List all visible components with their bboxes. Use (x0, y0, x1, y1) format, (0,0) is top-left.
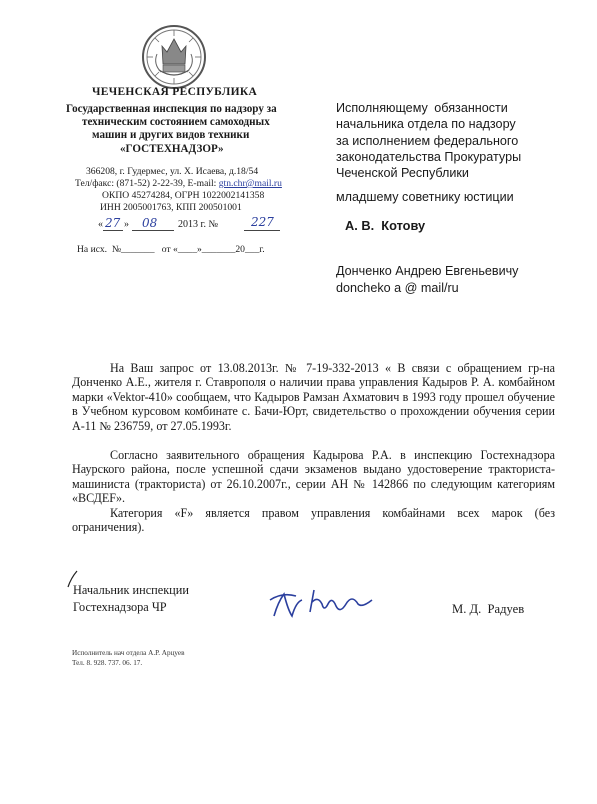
footer-phone: Тел. 8. 928. 737. 06. 17. (72, 659, 143, 667)
date-close-quote: » (124, 219, 129, 230)
sender-org-line3: машин и других видов техники (92, 129, 250, 141)
letter-number: 227 (251, 215, 274, 229)
recipient-block (336, 100, 521, 181)
sender-contacts (75, 178, 282, 190)
date-open-quote: « (98, 219, 103, 230)
date-day: 27 (105, 216, 121, 230)
signature-title (73, 582, 189, 616)
sender-region: ЧЕЧЕНСКАЯ РЕСПУБЛИКА (92, 86, 258, 98)
recipient-line5: Чеченской Республики (336, 166, 469, 181)
sender-address: 366208, г. Гудермес, ул. Х. Исаева, д.18/54 (86, 166, 259, 177)
body-paragraph-1: На Ваш запрос от 13.08.2013г. № 7-19-332-2013 « В связи с обращением гр-на Донченко А.Е., жителя г. Ставрополя о наличии права управления Кадыров Р. А. комбайном марки «Vektor-410» сообщаем, что Кадыров Рамзан Ахматович в 1993 году прошел обучение в Учебном курсовом комбинате с. Бачи-Юрт, свидетельство о прохождении обучения серии А-11 № 236759, от 27.05.1993г. (72, 361, 555, 433)
body-paragraph-3: Категория «F» является правом управления комбайнами всех марок (без ограничения). (72, 506, 555, 535)
recipient-line3: за исполнением федерального (336, 133, 519, 148)
signature-title-line2: Гостехнадзора ЧР (73, 600, 167, 614)
sender-okpo: ОКПО 45274284, ОГРН 1022002141358 (102, 190, 265, 201)
sender-org-short: «ГОСТЕХНАДЗОР» (120, 143, 224, 155)
signer-name: М. Д. Радуев (452, 602, 525, 616)
cc-email: doncheko a @ mail/ru (336, 281, 459, 295)
sender-org-line1: Государственная инспекция по надзору за (66, 103, 277, 115)
date-month-underline (132, 230, 174, 231)
emblem-icon (141, 24, 207, 90)
recipient-line2: начальника отдела по надзору (336, 117, 516, 132)
body-paragraph-2: Согласно заявительного обращения Кадырова Р.А. в инспекцию Гостехнадзора Наурского района, после успешной сдачи экзаменов выдано удостоверение тракториста-машиниста (тракториста) от 26.10.2007г., серии АН № 142866 по следующим категориям «ВСДЕF». (72, 448, 555, 506)
date-year: 2013 г. № (178, 219, 219, 230)
sender-phone: Тел/факс: (871-52) 2-22-39, E-mail: (75, 178, 219, 189)
handwritten-signature-icon (262, 582, 392, 622)
footer-executor: Исполнитель нач отдела А.Р. Арцуев (72, 649, 185, 657)
sender-org-line2: техническим состоянием самоходных (82, 116, 270, 128)
signature-title-line1: Начальник инспекции (73, 583, 189, 597)
sender-inn: ИНН 2005001763, КПП 200501001 (100, 202, 242, 213)
cc-name: Донченко Андрею Евгеньевичу (336, 264, 519, 278)
recipient-position: младшему советнику юстиции (336, 190, 514, 204)
number-underline (244, 230, 280, 231)
recipient-line4: законодательства Прокуратуры (336, 149, 522, 164)
recipient-line1: Исполняющему обязанности (336, 101, 508, 115)
date-day-underline (103, 230, 123, 231)
incoming-reference: На исх. №_______ от «____»_______20___г. (77, 244, 265, 255)
letter-date-line (98, 217, 298, 233)
date-month: 08 (142, 216, 158, 230)
recipient-name: А. В. Котову (345, 218, 426, 233)
signature-tick-icon (66, 570, 78, 588)
sender-email-link[interactable]: gtn.chr@mail.ru (218, 178, 282, 189)
